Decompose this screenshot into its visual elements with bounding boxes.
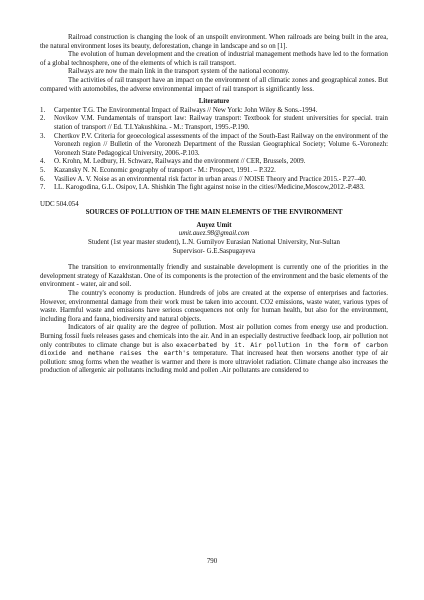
body-paragraph-3: Indicators of air quality are the degree of pollution. Most air pollution comes from energy use and production. Burning fossil fuels releases gases and chemicals into the air. And in an especially destructive feedback loop, air pollution not only contributes to climate change but is also exacerbated by it. Air pollution in the form of carbon dioxide and methane raises the earth's temperature. That increased heat then worsens another type of air pollution: smog forms when the weather is warmer and there is more ultraviolet radiation. Climate change also increases the production of allergenic air pollutants including mold and pollen .Air pollutants are considered to — [40, 324, 388, 375]
intro-paragraph-4: The activities of rail transport have an impact on the environment of all climatic zones and geographical zones. But compared with automobiles, the adverse environmental impact of rail transport is significantly less. — [40, 76, 388, 93]
intro-paragraph-2: The evolution of human development and the creation of industrial management methods have led to the formation of a global technosphere, one of the elements of which is rail transport. — [40, 51, 388, 67]
article-title: SOURCES OF POLLUTION OF THE MAIN ELEMENTS OF THE ENVIRONMENT — [85, 209, 343, 217]
page-number: 790 — [206, 558, 218, 565]
reference-item: 1. Carpenter T.G. The Environmental Impact of Railways // New York: John Wiley & Sons.-1994. — [40, 106, 318, 114]
body-paragraph-2: The country's economy is production. Hundreds of jobs are created at the expense of enterprises and factories. However, environmental damage from their work must be taken into account. CO2 emissions, waste water, various types of waste. Harmful waste and emissions have serious consequences not only for human health, but also for the environment, including flora and fauna, biodiversity and natural objects. — [40, 290, 388, 323]
reference-list — [40, 107, 388, 193]
author-email: umit.auez.98@gmail.com — [178, 230, 250, 238]
reference-item: 3. Chertkov P.V. Criteria for geoecological assessments of the impact of the South-East Railway on the environment of the Voronezh region // Bulletin of the Voronezh Department of the Russian Geographical Society; Volume 6.-Voronezh: Voronezh State Pedagogical University, 2006.-P.103. — [40, 132, 388, 157]
intro-paragraph-1: Railroad construction is changing the look of an unspoilt environment. When railroads are being built in the area, the natural environment loses its beauty, deforestation, change in landscape and so on [1]. — [40, 34, 388, 50]
author-affiliation: Student (1st year master student), L.N. Gumilyov Eurasian National University, Nur-Sultan — [87, 239, 341, 247]
reference-item: 4. O. Krohn, M. Ledbury, H. Schwarz, Railways and the environment // CER, Brussels, 2009. — [40, 158, 306, 166]
reference-item: 6. Vasiliev A. V. Noise as an environmental risk factor in urban areas // NOISE Theory and Practice 2015.- P.27–40. — [40, 175, 367, 183]
supervisor: Supervisor- G.E.Saspugayeva — [172, 247, 256, 255]
body-paragraph-1: The transition to environmentally friendly and sustainable development is currently one of the priorities in the development strategy of Kazakhstan. One of its components is the protection of the environment and the basic elements of the environment - water, air and soil. — [40, 264, 388, 289]
reference-item: 5. Kazansky N. N. Economic geography of transport - M.: Prospect, 1991. – P.322. — [40, 166, 276, 174]
reference-item: 2. Novikov V.M. Fundamentals of transport law: Railway transport: Textbook for student universities for special. train station of transport // Ed. T.I.Yakushkina. - M.: Transport, 1995.-P.190. — [40, 115, 388, 131]
udc-code: UDC 504.054 — [40, 200, 79, 208]
reference-item: 7. I.L. Karogodina, G.L. Osipov, I.A. Shishkin The fight against noise in the cities//Medicine,Moscow,2012.-P.483. — [40, 184, 365, 192]
literature-heading: Literature — [198, 98, 230, 106]
mono-text-fragment: exacerbated by it. Air pollution in the form of carbon dioxide and methane raises the earth's — [40, 341, 388, 358]
intro-paragraph-3: Railways are now the main link in the transport system of the national economy. — [68, 68, 290, 76]
author-name: Auyez Umit — [196, 221, 232, 229]
